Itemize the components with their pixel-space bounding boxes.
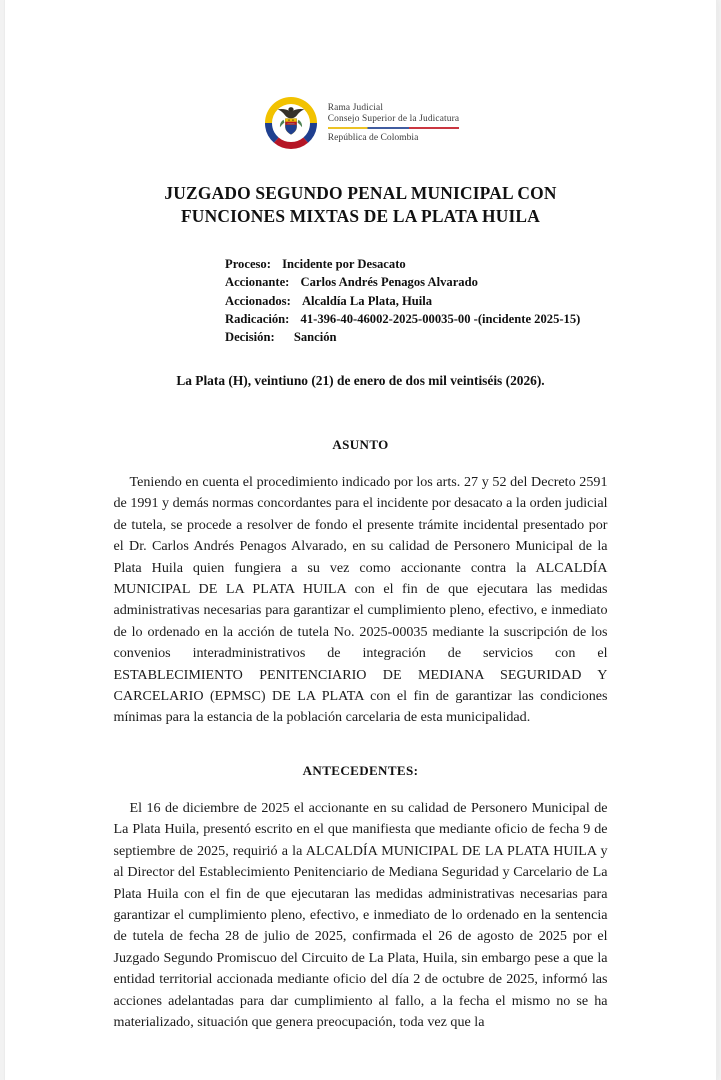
document-page (5, 0, 716, 1080)
metadata-row-accionante (225, 273, 716, 291)
case-metadata-block (225, 255, 716, 347)
accionante-label: Accionante: (225, 275, 290, 290)
decision-label: Decisión: (225, 330, 275, 345)
letterhead-line-rama-judicial: Rama Judicial (327, 103, 384, 113)
document-body (114, 437, 608, 1034)
proceso-label: Proceso: (225, 256, 271, 271)
section-paragraph-antecedentes: El 16 de diciembre de 2025 el accionante en su calidad de Personero Municipal de La Plata Huila, presentó escrito en el que manifiesta que mediante oficio de fecha 9 de septiembre de 2025, requirió a la ALCALDÍA MUNICIPAL DE LA PLATA HUILA y al Director del Establecimiento Penitenciario de Mediana Seguridad y Carcelario de La Plata Huila con el fin de que ejecutaran las medidas administrativas necesarias para garantizar el cumplimiento pleno, efectivo, e inmediato de lo ordenado en la sentencia de tutela de fecha 28 de julio de 2025, confirmada el 26 de agosto de 2025 por el Juzgado Segundo Promiscuo del Circuito de La Plata, Huila, sin embargo pese a que la entidad territorial accionada mediante oficio del día 2 de octubre de 2025, informó las acciones adelantadas para dar cumplimiento al fallo, a la fecha el mismo no se ha materializado, situación que genera preocupación, toda vez que la (113, 799, 608, 1031)
metadata-row-decision (225, 328, 716, 346)
section-paragraph-asunto: Teniendo en cuenta el procedimiento indicado por los arts. 27 y 52 del Decreto 2591 de 1991 y demás normas concordantes para el incidente por desacato a la orden judicial de tutela, se procede a resolver de fondo el presente trámite incidental presentado por el Dr. Carlos Andrés Penagos Alvarado, en su calidad de Personero Municipal de la Plata Huila quien fungiera a su vez como accionante contra la ALCALDÍA MUNICIPAL DE LA PLATA HUILA con el fin de que ejecutara las medidas administrativas necesarias para garantizar el cumplimiento pleno, efectivo, e inmediato de lo ordenado en la acción de tutela No. 2025-00035 mediante la suscripción de los convenios interadministrativos de integración de servicios con el ESTABLECIMIENTO PENITENCIARIO DE MEDIANA SEGURIDAD Y CARCELARIO (EPMSC) DE LA PLATA con el fin de garantizar las condiciones mínimas para la estancia de la población carcelaria de esta municipalidad. (113, 473, 608, 726)
section-heading-asunto: ASUNTO (332, 436, 389, 452)
accionante-value: Carlos Andrés Penagos Alvarado (300, 275, 478, 290)
radicacion-label: Radicación: (225, 312, 290, 327)
accionados-label: Accionados: (225, 293, 291, 308)
letterhead-tricolor-divider (328, 127, 459, 129)
dateline: La Plata (H), veintiuno (21) de enero de dos mil veintiséis (2026). (176, 372, 545, 388)
letterhead-text (328, 103, 459, 143)
letterhead-line-republica: República de Colombia (327, 131, 419, 143)
letterhead (5, 0, 716, 152)
decision-value: Sanción (293, 330, 337, 345)
colombia-coat-of-arms-icon (262, 94, 320, 152)
letterhead-line-consejo-superior: Consejo Superior de la Judicatura (327, 114, 460, 125)
accionados-value: Alcaldía La Plata, Huila (301, 293, 433, 308)
metadata-row-proceso (225, 255, 716, 273)
section-heading-antecedentes: ANTECEDENTES: (302, 762, 419, 778)
radicacion-value: 41-396-40-46002-2025-00035-00 -(incidente 2025-15) (300, 312, 581, 327)
metadata-row-radicacion (225, 310, 716, 328)
metadata-row-accionados (225, 292, 716, 310)
page-title: JUZGADO SEGUNDO PENAL MUNICIPAL CON FUNCIONES MIXTAS DE LA PLATA HUILA (164, 183, 557, 227)
proceso-value: Incidente por Desacato (282, 256, 406, 271)
